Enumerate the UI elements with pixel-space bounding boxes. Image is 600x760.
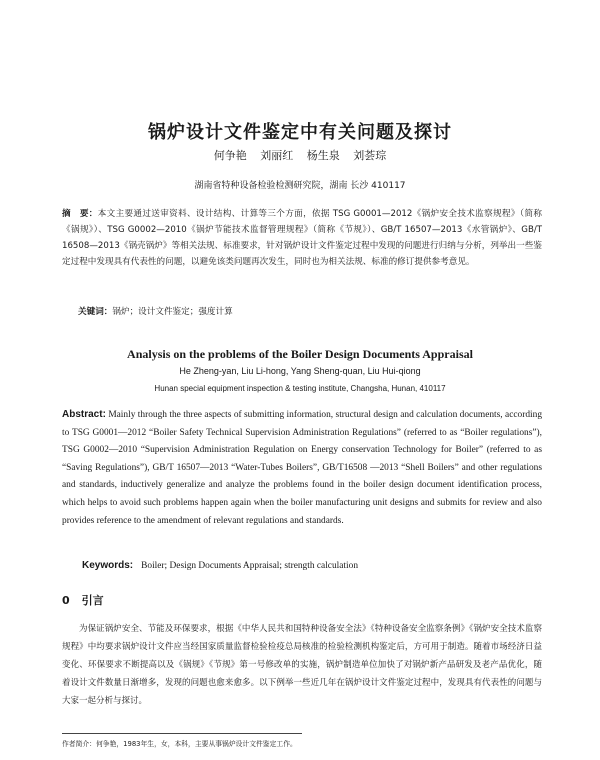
chinese-title: 锅炉设计文件鉴定中有关问题及探讨: [148, 122, 452, 143]
chinese-authors: 何争艳 刘丽红 杨生泉 刘荟琮: [213, 149, 387, 162]
chinese-keywords-text: 锅炉；设计文件鉴定；强度计算: [112, 307, 233, 317]
chinese-abstract-text: 本文主要通过送审资料、设计结构、计算等三个方面，依据 TSG G0001—2012《锅炉安全技术监察规程》（简称《锅规》）、TSG G0002—2010《锅炉节能技术监督管理规程》（简称《节规》）、GB/T 16507—2013《水管锅炉》、GB/T 16508—2013《锅壳锅炉》等相关法规、标准要求，针对锅炉设计文件鉴定过程中发现的问题进行归纳与分析，列举出一些鉴定过程中发现具有代表性的问题，以避免该类问题再次发生，同时也为相关法规、标准的修订提供参考意见。: [62, 209, 542, 267]
chinese-abstract-label: 摘 要：: [62, 209, 98, 219]
english-affiliation: Hunan special equipment inspection & testing institute, Changsha, Hunan, 410117: [154, 384, 446, 393]
chinese-keywords-label: 关键词：: [78, 307, 113, 317]
introduction-paragraph: 为保证锅炉安全、节能及环保要求，根据《中华人民共和国特种设备安全法》《特种设备安全监察条例》《锅炉安全技术监察规程》中均要求锅炉设计文件应当经国家质量监督检验检疫总局核准的检验检测机构鉴定后，方可用于制造。随着市场经济日益变化、环保要求不断提高以及《锅规》《节规》第一号修改单的实施，锅炉制造单位加快了对锅炉新产品研发及老产品优化，随着设计文件数量日渐增多，发现的问题也愈来愈多。以下例举一些近几年在锅炉设计文件鉴定过程中，发现具有代表性的问题与大家一起分析与探讨。: [62, 624, 542, 706]
section-title: 引言: [81, 594, 104, 607]
chinese-abstract: [62, 206, 542, 270]
footnote-divider: [62, 733, 302, 734]
section-heading: [62, 592, 104, 608]
english-abstract-label: Abstract:: [62, 409, 106, 420]
english-keywords-text: Boiler; Design Documents Appraisal; strength calculation: [141, 561, 359, 571]
author-footnote: 作者简介：何争艳，1983年生，女，本科，主要从事锅炉设计文件鉴定工作。: [62, 740, 297, 748]
chinese-keywords: [78, 305, 538, 317]
english-keywords: [82, 560, 542, 571]
english-abstract: [62, 406, 542, 530]
section-number: 0: [62, 594, 70, 607]
english-title: Analysis on the problems of the Boiler Design Documents Appraisal: [127, 347, 473, 361]
english-keywords-label: Keywords:: [82, 560, 134, 571]
chinese-affiliation: 湖南省特种设备检验检测研究院，湖南 长沙 410117: [194, 181, 406, 191]
english-abstract-text: Mainly through the three aspects of submitting information, structural design and calculation documents, according to TSG G0001—2012 “Boiler Safety Technical Supervision Administration Regulations” (referred to as “Boiler regulations”), TSG G0002—2010 “Supervision Administration Regulation on Energy conservation Technology for Boiler” (referred to as “Saving Regulations”), GB/T 16507—2013 “Water-Tubes Boilers”, GB/T16508 —2013 “Shell Boilers” and other regulations and standards, inductively generalize and analyze the problems found in the boiler design document identification process, which helps to avoid such problems happen again when the boiler manufacturing unit designs and submits for review and also provides reference to the amendment of relevant regulations and standards.: [62, 410, 542, 526]
english-authors: He Zheng-yan, Liu Li-hong, Yang Sheng-quan, Liu Hui-qiong: [179, 366, 421, 376]
